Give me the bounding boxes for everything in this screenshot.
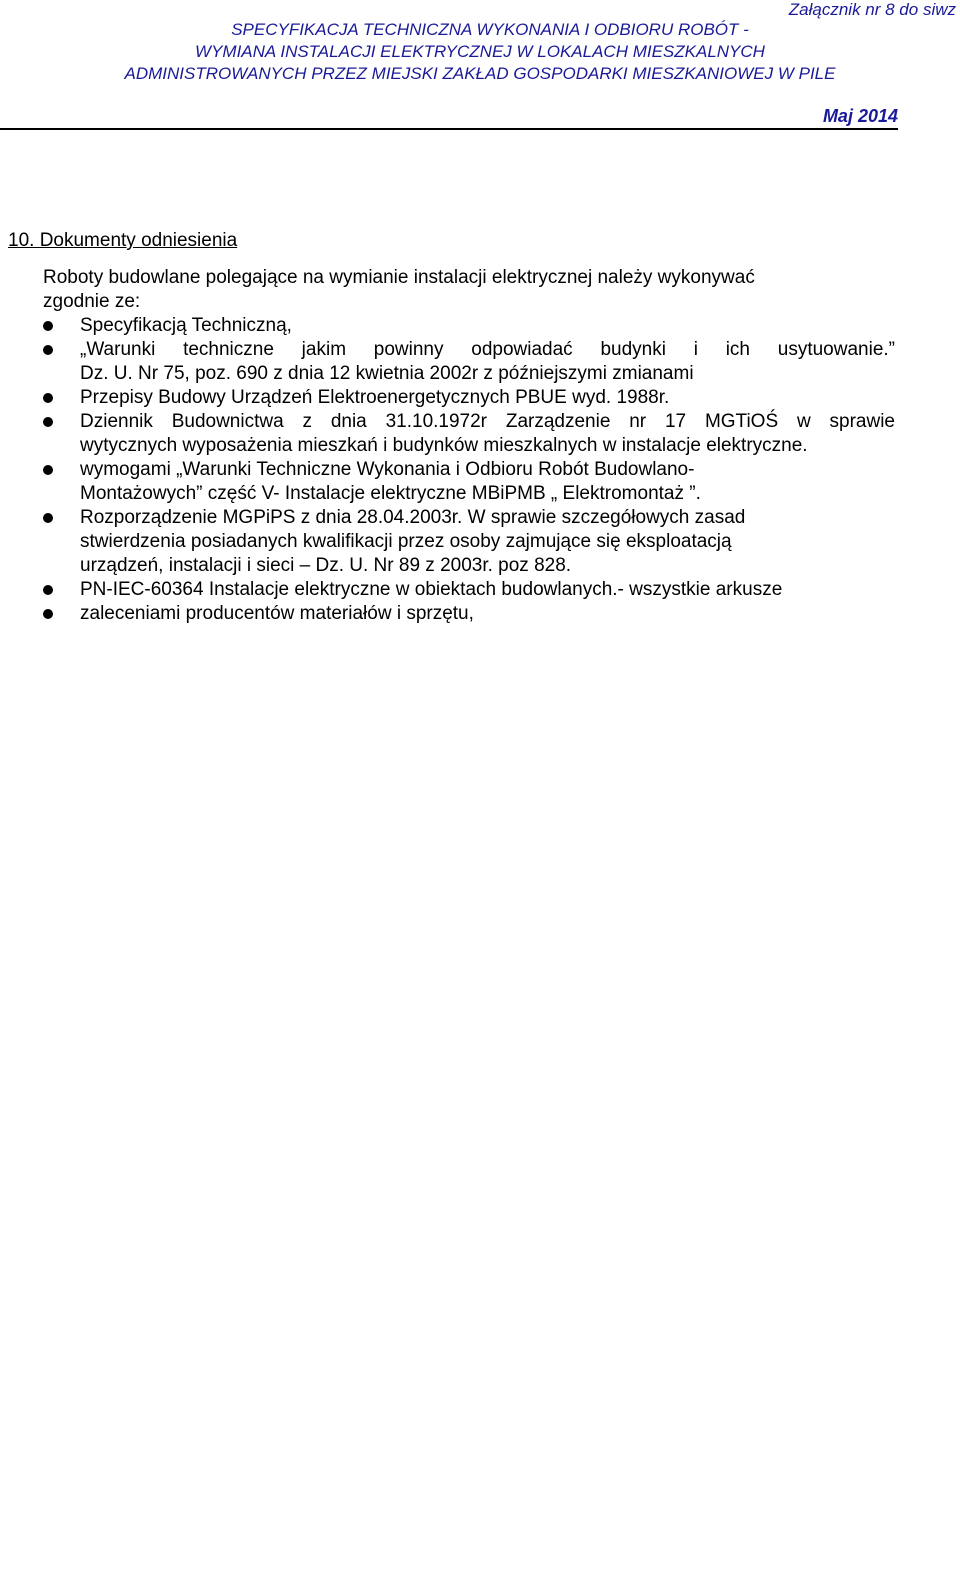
list-item-line: PN-IEC-60364 Instalacje elektryczne w obiektach budowlanych.- wszystkie arkusze <box>80 579 783 600</box>
bullet-icon <box>43 585 53 595</box>
header-title-line2: WYMIANA INSTALACJI ELEKTRYCZNEJ W LOKALACH MIESZKALNYCH <box>195 42 765 61</box>
intro-text-line2: zgodnie ze: <box>43 291 141 312</box>
list-item-line: Dz. U. Nr 75, poz. 690 z dnia 12 kwietnia 2002r z późniejszymi zmianami <box>80 363 694 384</box>
list-item-line: urządzeń, instalacji i sieci – Dz. U. Nr 89 z 2003r. poz 828. <box>80 555 572 576</box>
list-item-line: wytycznych wyposażenia mieszkań i budynków mieszkalnych w instalacje elektryczne. <box>80 435 808 456</box>
bullet-icon <box>43 393 53 403</box>
bullet-icon <box>43 513 53 523</box>
bullet-icon <box>43 417 53 427</box>
header-date: Maj 2014 <box>822 106 898 126</box>
header-divider <box>0 128 898 130</box>
list-item-line: Specyfikacją Techniczną, <box>80 315 292 336</box>
bullet-icon <box>43 465 53 475</box>
list-item-line: Montażowych” część V- Instalacje elektryczne MBiPMB „ Elektromontaż ”. <box>80 483 701 504</box>
list-item-line: zaleceniami producentów materiałów i sprzętu, <box>80 603 474 624</box>
header-title-line3: ADMINISTROWANYCH PRZEZ MIEJSKI ZAKŁAD GOSPODARKI MIESZKANIOWEJ W PILE <box>124 64 836 83</box>
intro-text-line1: Roboty budowlane polegające na wymianie instalacji elektrycznej należy wykonywać <box>43 267 755 288</box>
list-item-line: „Warunki techniczne jakim powinny odpowiadać budynki i ich usytuowanie.” <box>80 339 895 360</box>
list-item-line: Przepisy Budowy Urządzeń Elektroenergetycznych PBUE wyd. 1988r. <box>80 387 670 408</box>
list-item-line: stwierdzenia posiadanych kwalifikacji przez osoby zajmujące się eksploatacją <box>80 531 732 552</box>
annex-label: Załącznik nr 8 do siwz <box>788 0 956 19</box>
bullet-icon <box>43 321 53 331</box>
section-title: 10. Dokumenty odniesienia <box>8 230 238 251</box>
header-title-line1: SPECYFIKACJA TECHNICZNA WYKONANIA I ODBIORU ROBÓT - <box>231 20 749 39</box>
list-item-line: Rozporządzenie MGPiPS z dnia 28.04.2003r. W sprawie szczegółowych zasad <box>80 507 746 528</box>
bullet-icon <box>43 345 53 355</box>
list-item-line: Dziennik Budownictwa z dnia 31.10.1972r Zarządzenie nr 17 MGTiOŚ w sprawie <box>80 411 895 432</box>
bullet-icon <box>43 609 53 619</box>
list-item-line: wymogami „Warunki Techniczne Wykonania i Odbioru Robót Budowlano- <box>80 459 695 480</box>
